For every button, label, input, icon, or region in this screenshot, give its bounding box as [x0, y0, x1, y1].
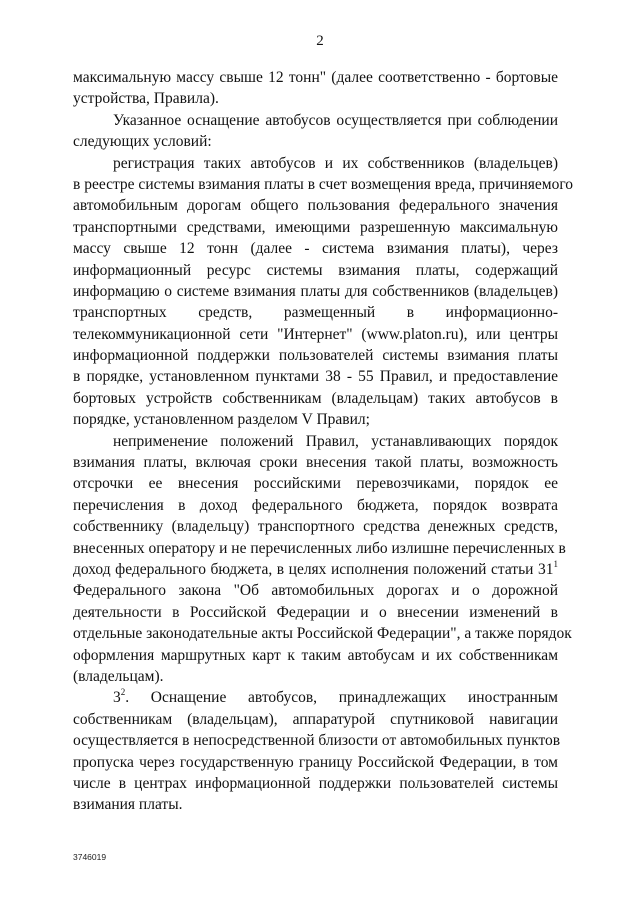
line-text: осуществляется в непосредственной близости от автомобильных пунктов — [73, 732, 561, 750]
text-line — [73, 687, 558, 708]
line-text: собственнику (владельцу) транспортного средства денежных средств, — [73, 518, 558, 536]
text-line — [73, 709, 558, 730]
line-text: взимания платы. — [73, 796, 183, 814]
line-text: (владельцам). — [73, 667, 164, 685]
line-text: числе в центрах информационной поддержки пользователей системы — [73, 774, 558, 792]
text-line — [73, 110, 558, 131]
line-text: регистрация таких автобусов и их собственников (владельцев) — [113, 154, 558, 172]
line-text: массу свыше 12 тонн (далее - система взимания платы), через — [73, 240, 558, 258]
line-text: в порядке, установленном пунктами 38 - 55 Правил, и предоставление — [73, 368, 558, 386]
line-text: в реестре системы взимания платы в счет возмещения вреда, причиняемого — [73, 175, 574, 193]
line-text: телекоммуникационной сети "Интернет" (www.platon.ru), или центры — [73, 325, 558, 343]
text-line — [73, 153, 558, 174]
text-line — [73, 324, 558, 345]
line-text: автомобильным дорогам общего пользования федерального значения — [73, 197, 558, 215]
text-line — [73, 559, 558, 580]
text-line — [73, 794, 558, 815]
line-text: пропуска через государственную границу Российской Федерации, в том — [73, 753, 558, 771]
text-line — [73, 174, 574, 195]
line-text: доход федерального бюджета, в целях исполнения положений статьи 31 — [73, 560, 554, 578]
text-line — [73, 302, 558, 323]
line-text: информационной поддержки пользователей системы взимания платы — [73, 347, 558, 365]
line-text: деятельности в Российской Федерации и о внесении изменений в — [73, 603, 558, 621]
text-line — [73, 752, 558, 773]
line-text: внесенных оператору и не перечисленных либо излишне перечисленных в — [73, 539, 566, 557]
page-number: 2 — [316, 33, 324, 49]
line-text: собственникам (владельцам), аппаратурой спутниковой навигации — [73, 710, 558, 728]
text-line — [73, 623, 572, 644]
text-line — [73, 645, 558, 666]
body-text — [73, 67, 574, 816]
line-text: перечисления в доход федерального бюджета, порядок возврата — [73, 496, 558, 514]
text-line — [73, 260, 558, 281]
line-text: бортовых устройств собственникам (владельцам) таких автобусов в — [73, 389, 558, 407]
text-line — [73, 516, 558, 537]
line-text: транспортными средствами, имеющими разрешенную максимальную — [73, 218, 558, 236]
superscript: 1 — [553, 558, 558, 569]
line-text: неприменение положений Правил, устанавливающих порядок — [113, 432, 558, 450]
line-text: максимальную массу свыше 12 тонн" (далее соответственно - бортовые — [73, 69, 558, 86]
paragraph-number: 3 — [113, 689, 121, 707]
text-line — [73, 666, 558, 687]
line-text: устройства, Правила). — [73, 90, 219, 108]
line-text: взимания платы, включая сроки внесения такой платы, возможность — [73, 454, 558, 472]
line-text: Указанное оснащение автобусов осуществляется при соблюдении — [113, 111, 558, 129]
text-line — [73, 538, 566, 559]
text-line — [73, 238, 558, 259]
text-line — [73, 345, 558, 366]
line-text: информацию о системе взимания платы для собственников (владельцев) — [73, 282, 558, 300]
text-line — [73, 409, 558, 430]
text-line — [73, 495, 558, 516]
text-line — [73, 281, 558, 302]
text-line — [73, 388, 558, 409]
text-line — [73, 67, 558, 88]
text-line — [73, 580, 558, 601]
text-line — [73, 602, 558, 623]
line-text: порядке, установленном разделом V Правил; — [73, 411, 370, 429]
line-text: оформления маршрутных карт к таким автобусам и их собственникам — [73, 646, 558, 664]
text-line — [73, 431, 558, 452]
paragraph-number-superscript: 2 — [120, 687, 126, 698]
document-code: 3746019 — [73, 852, 107, 862]
text-line — [73, 217, 558, 238]
line-text: Федерального закона "Об автомобильных дорогах и о дорожной — [73, 582, 558, 600]
text-line — [73, 452, 558, 473]
text-line — [73, 88, 558, 109]
text-line — [73, 366, 558, 387]
line-text: следующих условий: — [73, 133, 212, 151]
text-line — [73, 195, 558, 216]
line-text: . Оснащение автобусов, принадлежащих иностранным — [125, 689, 558, 707]
line-text: транспортных средств, размещенный в информационно- — [73, 304, 558, 322]
line-text: отдельные законодательные акты Российской Федерации", а также порядок — [73, 625, 572, 643]
text-line — [73, 131, 558, 152]
line-text: отсрочки ее внесения российскими перевозчиками, порядок ее — [73, 475, 558, 493]
text-line — [73, 773, 558, 794]
text-line — [73, 473, 558, 494]
text-line — [73, 730, 561, 751]
line-text: информационный ресурс системы взимания платы, содержащий — [73, 261, 558, 279]
